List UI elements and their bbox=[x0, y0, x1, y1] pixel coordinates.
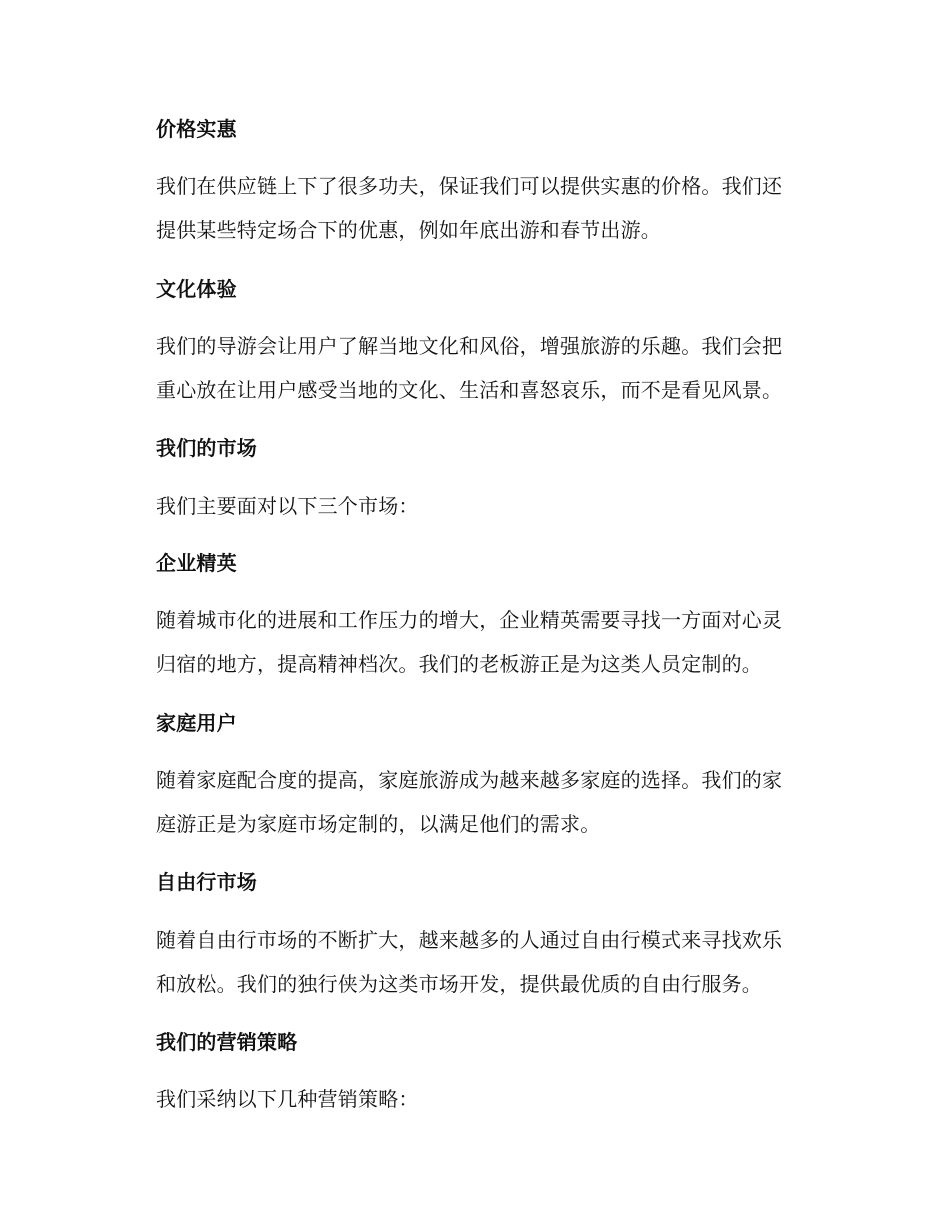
paragraph-line: 提供某些特定场合下的优惠，例如年底出游和春节出游。 bbox=[156, 218, 661, 242]
section-paragraph-family bbox=[112, 758, 832, 846]
paragraph-line: 随着城市化的进展和工作压力的增大，企业精英需要寻找一方面对心灵 bbox=[156, 608, 783, 632]
section-heading-marketing: 我们的营销策略 bbox=[156, 1030, 298, 1054]
paragraph-line: 我们的导游会让用户了解当地文化和风俗，增强旅游的乐趣。我们会把 bbox=[156, 334, 783, 358]
section-paragraph-price bbox=[112, 164, 832, 252]
paragraph-line: 我们主要面对以下三个市场： bbox=[156, 494, 419, 518]
paragraph-line: 和放松。我们的独行侠为这类市场开发，提供最优质的自由行服务。 bbox=[156, 972, 762, 996]
section-heading-market: 我们的市场 bbox=[156, 436, 257, 460]
paragraph-line: 重心放在让用户感受当地的文化、生活和喜怒哀乐，而不是看见风景。 bbox=[156, 378, 783, 402]
paragraph-line: 随着家庭配合度的提高，家庭旅游成为越来越多家庭的选择。我们的家 bbox=[156, 768, 783, 792]
paragraph-line: 我们采纳以下几种营销策略： bbox=[156, 1087, 419, 1111]
paragraph-line: 归宿的地方，提高精神档次。我们的老板游正是为这类人员定制的。 bbox=[156, 652, 762, 676]
section-heading-price: 价格实惠 bbox=[156, 117, 237, 141]
paragraph-line: 我们在供应链上下了很多功夫，保证我们可以提供实惠的价格。我们还 bbox=[156, 174, 783, 198]
section-paragraph-culture bbox=[112, 324, 832, 412]
section-paragraph-elite bbox=[112, 598, 832, 686]
section-heading-family: 家庭用户 bbox=[156, 711, 237, 735]
section-heading-culture: 文化体验 bbox=[156, 277, 237, 301]
section-paragraph-market bbox=[112, 484, 832, 528]
section-paragraph-independent bbox=[112, 918, 832, 1006]
section-paragraph-marketing bbox=[112, 1077, 832, 1121]
section-heading-independent: 自由行市场 bbox=[156, 870, 257, 894]
section-heading-elite: 企业精英 bbox=[156, 551, 237, 575]
paragraph-line: 庭游正是为家庭市场定制的，以满足他们的需求。 bbox=[156, 812, 601, 836]
paragraph-line: 随着自由行市场的不断扩大，越来越多的人通过自由行模式来寻找欢乐 bbox=[156, 928, 783, 952]
